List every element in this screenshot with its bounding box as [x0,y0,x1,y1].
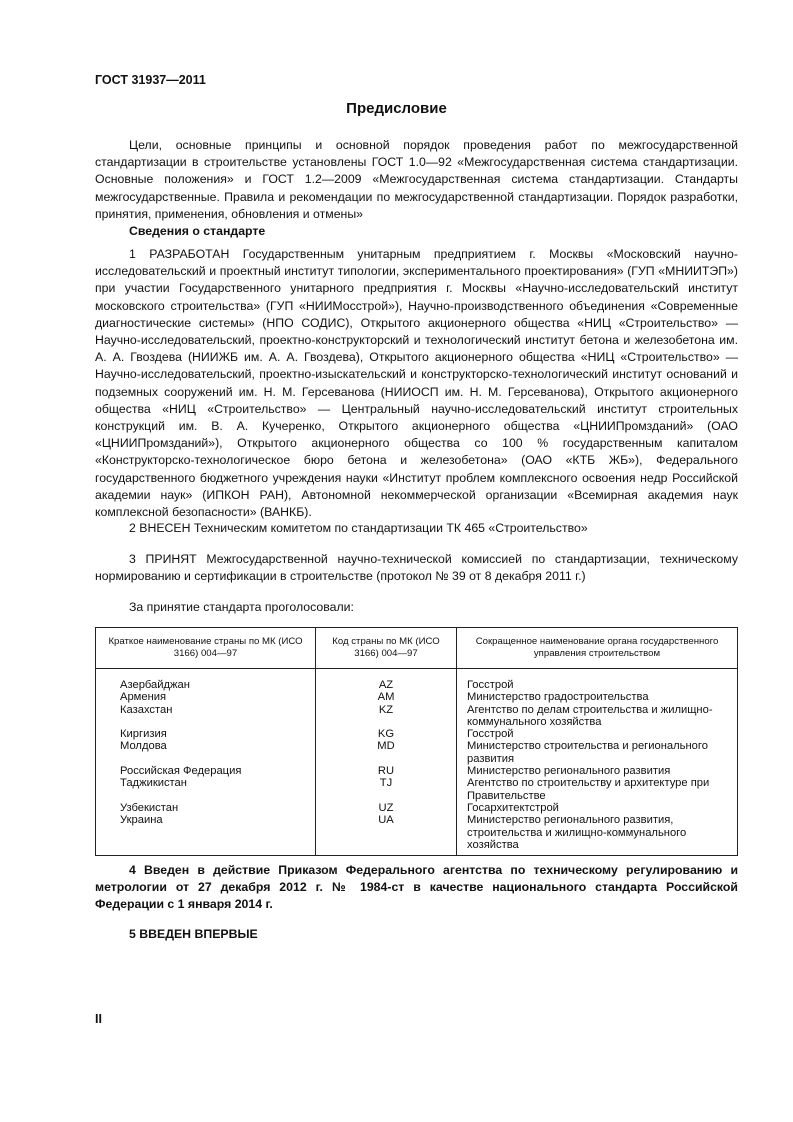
page-title: Предисловие [346,100,447,117]
body-cell: Госстрой [457,728,738,740]
header-code: Код страны по МК (ИСО 3166) 004—97 [316,628,457,669]
section-heading: Сведения о стандарте [129,224,266,238]
code-cell: KG [316,728,457,740]
table-row [96,802,738,814]
table-row [96,669,738,692]
body-cell: Министерство регионального развития [457,765,738,777]
table-row [96,740,738,765]
code-cell: KZ [316,704,457,729]
body-cell: Агентство по строительству и архитектуре при Правительстве [457,777,738,802]
body-cell: Министерство регионального развития, строительства и жилищно-коммунального хозяйства [457,814,738,855]
body-cell: Госархитектстрой [457,802,738,814]
item-1-developed: 1 РАЗРАБОТАН Государственным унитарным предприятием г. Москвы «Московский научно-исследовательский и проектный институт типологии, экспериментального проектирования» (ГУП «МНИИТЭП») при участии Государственного унитарного предприятия г. Москвы «Научно-исследовательский институт московского строительства» (ГУП «НИИМосстрой»), Научно-производственного объединения «Современные диагностические системы» (НПО СОДИС), Открытого акционерного общества «НИЦ «Строительство» — Научно-исследовательский, проектно-конструкторский и технологический институт бетона и железобетона им. А. А. Гвоздева (НИИЖБ им. А. А. Гвоздева), Открытого акционерного общества «НИЦ «Строительство» — Научно-исследовательский, проектно-изыскательский и конструкторско-технологический институт оснований и подземных сооружений им. Н. М. Герсеванова (НИИОСП им. Н. М. Герсеванова), Открытого акционерного общества «НИЦ «Строительство» — Центральный научно-исследовательский институт строительных конструкций им. В. А. Кучеренко, Открытого акционерного общества «ЦНИИПромзданий» (ОАО «ЦНИИПромзданий»), Открытого акционерного общества со 100 % государственным капиталом «Конструкторско-технологическое бюро бетона и железобетона» (ОАО «КТБ ЖБ»), Федерального государственного бюджетного учреждения науки «Институт проблем комплексного освоения недр Российской академии наук» (ИПКОН РАН), Автономной некоммерческой организации «Всемирная академия наук комплексной безопасности» (ВАНКБ). [95,247,738,520]
country-cell: Казахстан [96,704,316,729]
table-row [96,704,738,729]
country-cell: Армения [96,691,316,703]
code-cell: TJ [316,777,457,802]
code-cell: AZ [316,669,457,692]
body-cell: Министерство строительства и регионального развития [457,740,738,765]
country-cell: Украина [96,814,316,855]
country-cell: Российская Федерация [96,765,316,777]
table-row [96,691,738,703]
table-row [96,777,738,802]
item-3-adopted: 3 ПРИНЯТ Межгосударственной научно-технической комиссией по стандартизации, техническому нормированию и сертификации в строительстве (протокол № 39 от 8 декабря 2011 г.) [95,552,738,584]
country-cell: Киргизия [96,728,316,740]
header-body: Сокращенное наименование органа государственного управления строительством [457,628,738,669]
country-cell: Узбекистан [96,802,316,814]
country-cell: Таджикистан [96,777,316,802]
item-2-introduced: 2 ВНЕСЕН Техническим комитетом по стандартизации ТК 465 «Строительство» [129,521,588,535]
intro-paragraph: Цели, основные принципы и основной порядок проведения работ по межгосударственной стандартизации в строительстве установлены ГОСТ 1.0—92 «Межгосударственная система стандартизации. Основные положения» и ГОСТ 1.2—2009 «Межгосударственная система стандартизации. Стандарты межгосударственные. Правила и рекомендации по межгосударственной стандартизации. Порядок разработки, принятия, применения, обновления и отмены» [95,138,738,221]
country-cell: Молдова [96,740,316,765]
code-cell: AM [316,691,457,703]
item-4-enacted: 4 Введен в действие Приказом Федерального агентства по техническому регулированию и метрологии от 27 декабря 2012 г. № 1984-ст в качестве национального стандарта Российской Федерации с 1 января 2014 г. [95,863,738,912]
body-cell: Госстрой [457,669,738,692]
voted-label: За принятие стандарта проголосовали: [129,600,354,614]
country-cell: Азербайджан [96,669,316,692]
code-cell: MD [316,740,457,765]
voting-table [95,627,738,856]
header-country: Краткое наименование страны по МК (ИСО 3166) 004—97 [96,628,316,669]
item-5-first-introduced: 5 ВВЕДЕН ВПЕРВЫЕ [129,927,258,941]
code-cell: UA [316,814,457,855]
table-row [96,728,738,740]
table-row [96,765,738,777]
page-number: II [95,1012,102,1026]
document-code: ГОСТ 31937—2011 [95,73,206,87]
body-cell: Агентство по делам строительства и жилищно-коммунального хозяйства [457,704,738,729]
code-cell: RU [316,765,457,777]
body-cell: Министерство градостроительства [457,691,738,703]
table-row [96,814,738,855]
code-cell: UZ [316,802,457,814]
